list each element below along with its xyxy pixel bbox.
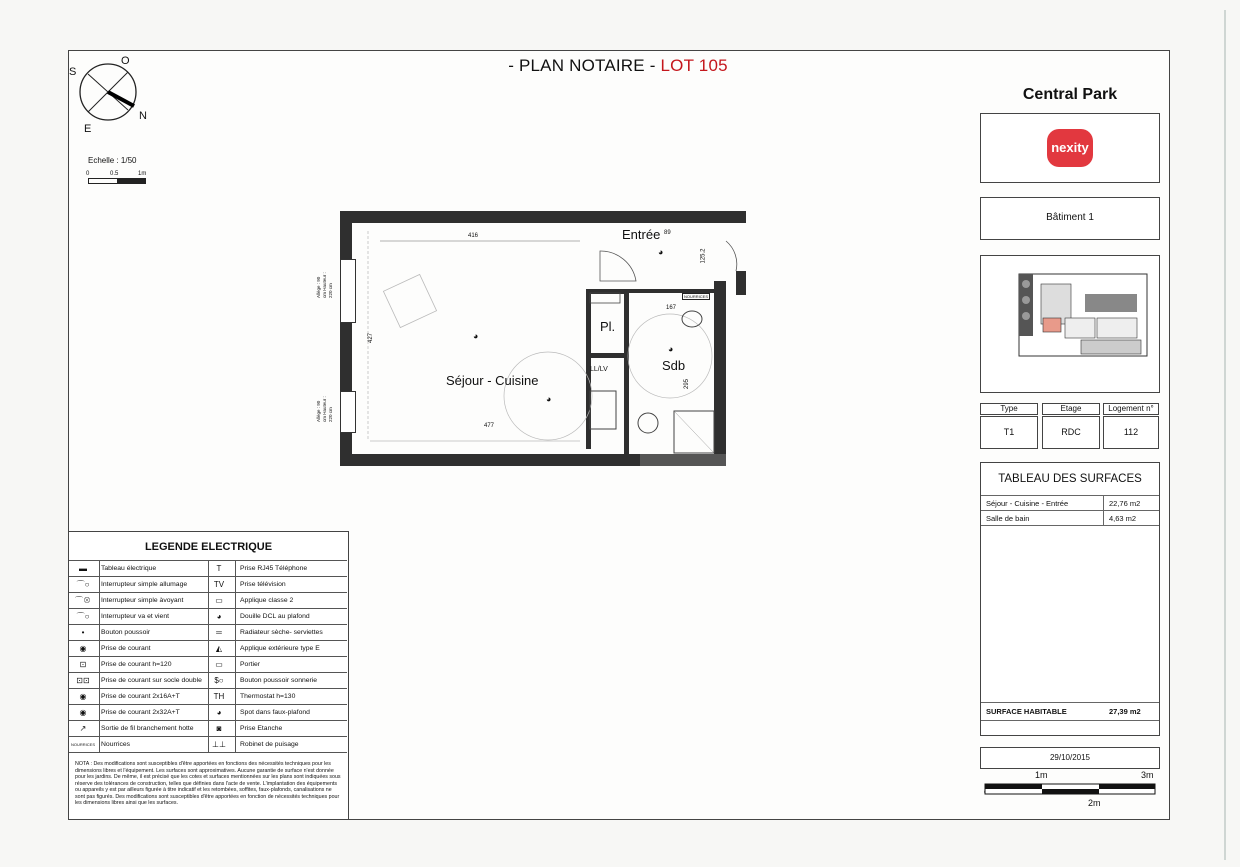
dim-167: 167: [666, 305, 677, 311]
ceiling-light-icon: ◕: [658, 247, 664, 257]
legend-panel: [68, 531, 349, 820]
legend-row: ▬ Tableau électrique T Prise RJ45 Téléphone: [69, 560, 347, 577]
dim-295: 295: [684, 378, 691, 390]
room-sejour: Séjour - Cuisine: [446, 373, 539, 388]
floor-plan: [340, 211, 746, 466]
logement-value: 112: [1103, 416, 1159, 449]
compass-o: O: [121, 55, 130, 67]
legend-row: ◉ Prise de courant ◭ Applique extérieure type E: [69, 640, 347, 657]
page-title: - PLAN NOTAIRE - LOT 105: [508, 56, 728, 75]
nourrices-marker: NOURRICES: [684, 294, 709, 299]
scale-1m: 1m: [1035, 770, 1048, 780]
legend-row: ⌒○ Interrupteur simple allumage TV Prise télévision: [69, 576, 347, 593]
legend-title: LEGENDE ELECTRIQUE: [144, 541, 273, 553]
legend-row: NOURRICES Nourrices ⊥⊥ Robinet de puisage: [69, 736, 347, 753]
window-note-1: Allège : 90 cm Hauteur : 220 cm: [316, 272, 333, 298]
legend-note: NOTA : Des modifications sont susceptibles d'être apportées en fonctions des nécessités techniques pour les dimensions libres et l'équipement. Les surfaces sont approximatives. Aucune garantie de surface n'est donnée pour les jardins. De même, il est précisé que les cotes et surfaces mentionnées sur les plans sont indiquées sous réserve des tolérances de construction, telles que définies dans l'acte de vente. L'implantation des équipements ou appareils y est par ailleurs figurée à titre indicatif et les retombées, soffites, faux-plafonds, canalisations ne sont pas figurés. Des modifications sont susceptibles d'être apportées en fonction de nécessités techniques pour les dimensions libres ainsi que les surfaces.: [75, 761, 341, 806]
legend-row: ⌒⊗ Interrupteur simple àvoyant ▭ Applique classe 2: [69, 592, 347, 609]
nexity-logo: nexity: [1047, 129, 1093, 167]
scale-bar: [88, 178, 146, 184]
type-header: Type: [980, 403, 1038, 415]
logement-header: Logement n°: [1103, 403, 1159, 415]
dim-89: 89: [664, 230, 671, 236]
scale-tick-1: 1m: [138, 171, 147, 177]
legend-row: ⊡ Prise de courant h=120 ▭ Portier: [69, 656, 347, 673]
site-plan-box: [980, 255, 1160, 393]
window-note-2: Allège : 90 cm Hauteur : 220 cm: [316, 396, 333, 422]
dim-125: 125.2: [700, 248, 707, 264]
legend-row: ⊡⊡ Prise de courant sur socle double $○ Bouton poussoir sonnerie: [69, 672, 347, 689]
building-label: Bâtiment 1: [1046, 212, 1094, 223]
legend-row: ◉ Prise de courant 2x16A+T TH Thermostat h=130: [69, 688, 347, 705]
etage-header: Etage: [1042, 403, 1100, 415]
scale-3m: 3m: [1141, 770, 1154, 780]
brand-box: [980, 113, 1160, 183]
legend-row: ⌒○ Interrupteur va et vient ◕ Douille DCL au plafond: [69, 608, 347, 625]
room-sdb: Sdb: [662, 358, 686, 373]
room-pl: Pl.: [600, 319, 616, 334]
scale-tick-05: 0.5: [110, 171, 119, 177]
type-value: T1: [980, 416, 1038, 449]
building-box: [980, 197, 1160, 240]
project-name: Central Park: [1022, 86, 1118, 103]
etage-value: RDC: [1042, 416, 1100, 449]
legend-row: • Bouton poussoir ═ Radiateur sèche- serviettes: [69, 624, 347, 641]
legend-row: ↗ Sortie de fil branchement hotte ◙ Prise Etanche: [69, 720, 347, 737]
dim-416: 416: [468, 233, 479, 239]
room-entree: Entrée: [622, 227, 661, 242]
dim-427: 427: [368, 332, 375, 344]
compass-n: N: [139, 110, 147, 122]
surfaces-table: [980, 462, 1160, 736]
info-table: [980, 403, 1158, 447]
dim-477: 477: [484, 423, 495, 429]
room-lllv: LL/LV: [590, 366, 608, 373]
plan-details: [340, 211, 746, 466]
scale-label: Echelle : 1/50: [88, 156, 137, 165]
bottom-scale-bar: [984, 782, 1156, 796]
surface-row: Séjour - Cuisine - Entrée 22,76 m2: [981, 495, 1159, 511]
ceiling-light-icon: ◕: [473, 331, 479, 341]
compass-e: E: [84, 123, 92, 135]
scale-2m: 2m: [1088, 798, 1101, 808]
scale-tick-0: 0: [86, 171, 90, 177]
ceiling-light-icon: ◕: [668, 344, 674, 354]
compass-s: S: [69, 66, 77, 78]
surface-row: Salle de bain 4,63 m2: [981, 510, 1159, 526]
legend-row: ◉ Prise de courant 2x32A+T ◕ Spot dans faux-plafond: [69, 704, 347, 721]
date-box: 29/10/2015: [980, 747, 1160, 769]
site-plan-thumbnail: [981, 256, 1159, 392]
page-edge: [1224, 10, 1226, 860]
surfaces-title: TABLEAU DES SURFACES: [998, 473, 1142, 485]
ceiling-light-icon: ◕: [546, 394, 552, 404]
surface-total-row: SURFACE HABITABLE 27,39 m2: [981, 702, 1159, 721]
